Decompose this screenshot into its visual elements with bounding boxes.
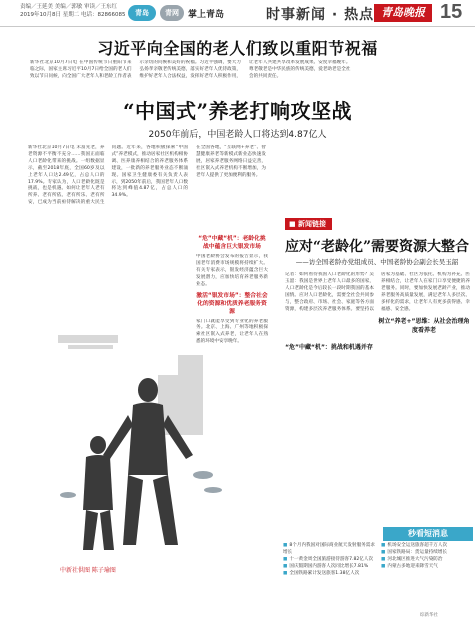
- interview-subhead-a: “危”中藏“机”：挑战和机遇并存: [285, 344, 373, 351]
- interview-subheadline: ——访全国老龄办党组成员、中国老龄协会副会长吴玉韶: [295, 258, 459, 266]
- briefs-list: [283, 543, 473, 578]
- brief-item: ■ 内蒙古多地迎来降雪天气: [381, 564, 473, 571]
- brief-item: ■ 十一黄金周全国旅游接待游客7.82亿人次: [283, 557, 375, 564]
- article-2-headline: “中国式”养老打响攻坚战: [122, 99, 352, 123]
- middle-subhead-1: “危”中藏“机”：老龄化挑战中蕴含巨大银发市场: [198, 236, 266, 250]
- brief-item: ■ 8个月内我国对国际商业航天发射服务需求增长: [283, 543, 375, 557]
- article-1-headline: 习近平向全国的老人们致以重阳节祝福: [97, 39, 378, 58]
- masthead-info: [20, 3, 126, 19]
- page-number: 15: [440, 1, 463, 23]
- middle-text-1: 中国老龄协会发布的报告显示，我国老年消费市场规模将持续扩大。有关专家表示，银发经济蕴含巨大发展潜力，应加快培育养老服务新业态。: [196, 254, 268, 287]
- news-link-tag: ■ 新闻链接: [285, 218, 332, 230]
- briefs-title: 秒看短消息: [383, 527, 473, 541]
- masthead-logos: [128, 4, 224, 22]
- brief-item: ■ 全国铁路累计发送旅客1.38亿人次: [283, 571, 375, 578]
- article-2-body-continued: 在全国各地，“互联网+养老”、智慧健康养老等新模式新业态快速发展，居家养老服务网络日益完善，社区嵌入式养老机构不断增加，为老年人提供了更加便利的服务。: [196, 145, 266, 178]
- brief-item: ■ 国庆假期国内游客人次同比增长7.81%: [283, 564, 375, 571]
- newspaper-brand: 青岛晚报: [374, 4, 432, 22]
- section-title: 时事新闻 · 热点: [266, 7, 375, 23]
- middle-subhead-2: 激活“银发市场”：整合社会化的资源和优质养老服务资源: [196, 292, 268, 315]
- brief-item: ■ 河北城区推进大气污染防治: [381, 557, 473, 564]
- app-logo-text: 掌上青岛: [188, 9, 225, 20]
- article-2-subheadline: 2050年前后，中国老龄人口将达到4.87亿人: [148, 130, 327, 140]
- middle-text-2: 家门口就能享受到专业化的养老服务。北京、上海、广州等地积极探索社区嵌入式养老，让老年人在熟悉的环境中安享晚年。: [196, 318, 268, 345]
- interview-subhead-b: 树立“养老+”思维：从社会治理角度看养老: [378, 318, 470, 334]
- footer-credit: 综新华社: [420, 613, 438, 618]
- article-1-body: 新华社北京10月7日电 在中国传统节日重阳节来临之际，国家主席习近平10月7日给全国的老人们致以节日问候，向全国广大老年人和老龄工作者表示亲切的问候和美好的祝福。习近平强调，要大力弘扬孝亲敬老传统美德，落实好老年人优待政策，维护好老年人合法权益，发挥好老年人积极作用，让老年人共建共享改革发展成果、安度幸福晚年。尊老敬老是中华民族的传统美德，爱老助老是全社会的共同责任。: [30, 60, 351, 79]
- illustration-caption: 中新社供图 陈子瑜图: [60, 567, 116, 574]
- qingwang-logo: 青网: [160, 5, 184, 21]
- article-2-body: 新华社北京10月7日电 未富先老，养老资源不平衡不充分……我国正面临人口老龄化带来的挑战。一组数据显示，截至2018年底，全国60岁及以上老年人口达2.49亿，占总人口的17.9%。专家认为，人口老龄化既是挑战，也是机遇。如何让老年人老有所养、老有所依、老有所乐、老有所安，已成为当前亟待解决的重大民生问题。近年来，各地积极探索“中国式”养老模式，推动居家社区机构相协调、医养康养相结合的养老服务体系建设，一批新的养老服务业态不断涌现。国家卫生健康委有关负责人表示，到2050年前后，我国老年人口数将达到峰值4.87亿，占总人口的34.9%。: [28, 145, 188, 206]
- qingdao-logo: 青岛: [128, 5, 156, 21]
- editor-line: 责编／王延美 美编／郭敏 审读／王东红: [20, 4, 117, 10]
- middle-column: [196, 232, 268, 346]
- brief-item: ■ 国家铁路局：货运量持续增长: [381, 550, 473, 557]
- masthead: [0, 0, 475, 27]
- interview-headline: 应对“老龄化”需要资源大整合: [284, 239, 470, 255]
- news-briefs: [283, 527, 473, 620]
- date-line: 2019年10月8日 星期二 电话：82866085: [20, 12, 126, 18]
- brief-item: ■ 机场安全运送旅客超千万人次: [381, 543, 473, 550]
- interview-body: 记者：如何看待我国人口老龄化的形势？吴玉韶：我国是世界上老年人口最多的国家，人口老龄化是今后较长一段时期我国的基本国情。应对人口老龄化，需要全社会共同参与，整合政府、市场、社会、家庭等各方面资源，构建多层次养老服务体系。要坚持以居家为基础、社区为依托、机构为补充、医养相结合，让老年人在家门口享受便捷的养老服务。同时，要加快发展老龄产业，推动养老服务高质量发展，满足老年人多层次、多样化的需求，让老年人有更多获得感、幸福感、安全感。: [285, 272, 470, 312]
